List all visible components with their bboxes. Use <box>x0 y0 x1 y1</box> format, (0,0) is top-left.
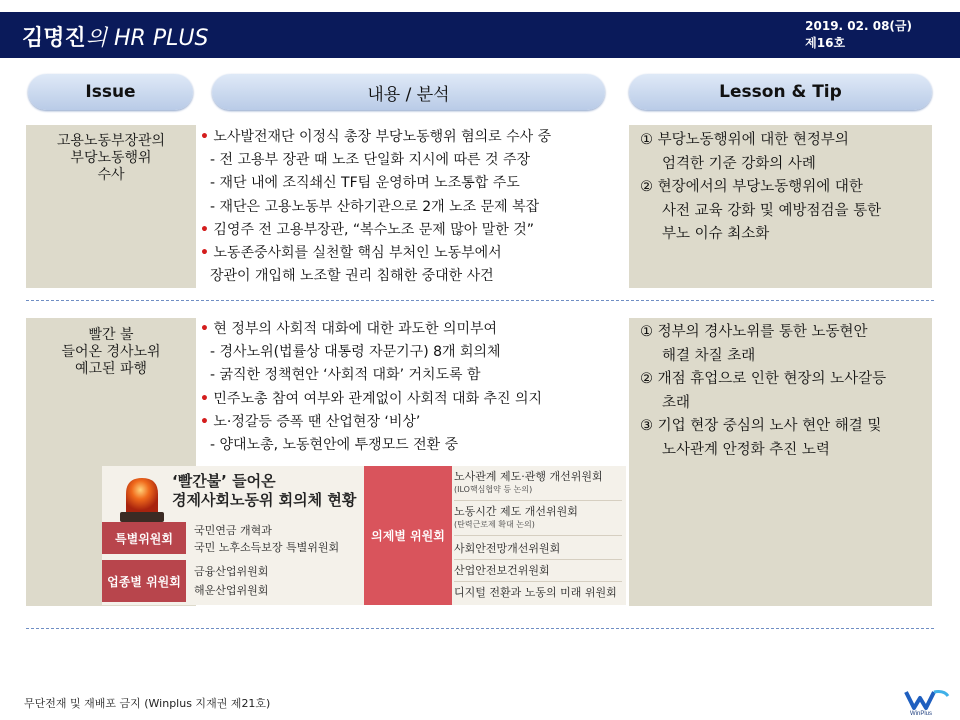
analysis-line: • 노·정갈등 증폭 땐 산업현장 ‘비상’ <box>200 413 421 430</box>
graphic-title <box>172 472 356 510</box>
issue-number: 제16호 <box>805 36 846 50</box>
analysis-line: • 현 정부의 사회적 대화에 대한 과도한 의미부여 <box>200 321 498 337</box>
header-bar <box>0 12 960 58</box>
lesson-list-2 <box>640 321 886 463</box>
issue-text-1 <box>26 133 196 184</box>
agenda-committee-item: 노사관계 제도·관행 개선위원회 (ILO핵심협약 등 논의) <box>454 470 603 494</box>
analysis-line: - 양대노총, 노동현안에 투쟁모드 전환 중 <box>210 437 459 454</box>
bullet-dot: • <box>200 321 209 337</box>
agenda-committee-item: 사회안전망개선위원회 <box>454 542 561 555</box>
issue-date-block <box>805 18 912 52</box>
analysis-line: - 경사노위(법률상 대통령 자문기구) 8개 회의체 <box>210 344 501 361</box>
agenda-committee-item: 노동시간 제도 개선위원회 (탄력근로제 확대 논의) <box>454 505 578 529</box>
issue-line: 고용노동부장관의 <box>56 133 166 149</box>
lesson-line: 사전 교육 강화 및 예방점검을 통한 <box>662 202 882 219</box>
issue-date: 2019. 02. 08(금) <box>805 19 912 33</box>
bullet-dot: • <box>200 221 209 238</box>
item-separator <box>454 559 622 560</box>
lesson-list-1 <box>640 129 881 247</box>
analysis-line: • 김영주 전 고용부장관, “복수노조 문제 많아 말한 것” <box>200 221 534 238</box>
special-committee-label: 특별위원회 <box>102 522 186 554</box>
column-header-analysis: 내용 / 분석 <box>212 74 605 110</box>
agenda-committee-item: 산업안전보건위원회 <box>454 564 550 577</box>
lesson-line: 엄격한 기준 강화의 사례 <box>662 155 816 172</box>
item-separator <box>454 535 622 536</box>
bullet-dot: • <box>200 245 209 262</box>
lesson-line: ② 현장에서의 부당노동행위에 대한 <box>640 179 863 196</box>
bullet-dot: • <box>200 413 209 430</box>
title-suffix: 의 HR PLUS <box>85 26 209 51</box>
agenda-committee-label: 의제별 위원회 <box>364 466 452 605</box>
agenda-committee-item: 디지털 전환과 노동의 미래 위원회 <box>454 586 617 599</box>
column-header-issue: Issue <box>28 74 193 110</box>
committee-status-graphic <box>102 466 626 605</box>
lesson-line: 초래 <box>662 394 691 411</box>
lesson-line: 부노 이슈 최소화 <box>662 226 770 243</box>
issue-line: 부당노동행위 <box>70 150 152 166</box>
winplus-logo-icon <box>904 688 954 716</box>
graphic-title-line: ‘빨간불’ 들어온 <box>172 472 276 490</box>
lesson-line: ① 부당노동행위에 대한 현정부의 <box>640 132 849 148</box>
analysis-list-2 <box>200 318 542 457</box>
lesson-line: 해결 차질 초래 <box>662 347 756 364</box>
logo-text: WinPlus <box>910 711 933 716</box>
issue-line: 들어온 경사노위 <box>61 344 161 360</box>
item-separator <box>454 500 622 501</box>
page-title <box>22 21 208 52</box>
special-committee-item: 국민 노후소득보장 특별위원회 <box>194 541 340 554</box>
row-divider <box>26 300 934 301</box>
analysis-line: - 재단 내에 조직쇄신 TF팀 운영하며 노조통합 주도 <box>210 175 520 192</box>
item-separator <box>454 581 622 582</box>
graphic-title-line: 경제사회노동위 회의체 현황 <box>172 491 357 509</box>
industry-committee-label: 업종별 위원회 <box>102 560 186 602</box>
analysis-line: • 노사발전재단 이정식 총장 부당노동행위 혐의로 수사 중 <box>200 129 552 145</box>
analysis-line: • 노동존중사회를 실천할 핵심 부처인 노동부에서 <box>200 245 502 262</box>
lesson-line: ② 개점 휴업으로 인한 현장의 노사갈등 <box>640 371 887 388</box>
special-committee-item: 국민연금 개혁과 <box>194 524 272 537</box>
issue-line: 빨간 불 <box>88 327 134 343</box>
analysis-line: - 전 고용부 장관 때 노조 단일화 지시에 따른 것 주장 <box>210 152 531 169</box>
column-header-lesson: Lesson & Tip <box>629 74 932 110</box>
analysis-list-1 <box>200 126 551 288</box>
analysis-line: - 재단은 고용노동부 산하기관으로 2개 노조 문제 복잡 <box>210 198 540 215</box>
analysis-line: - 굵직한 정책현안 ‘사회적 대화’ 거치도록 함 <box>210 367 481 384</box>
author-name: 김명진 <box>22 26 86 51</box>
bullet-dot: • <box>200 129 209 145</box>
lesson-line: ③ 기업 현장 중심의 노사 현안 해결 및 <box>640 418 882 435</box>
analysis-line: 장관이 개입해 노조할 권리 침해한 중대한 사건 <box>210 268 494 285</box>
issue-text-2 <box>26 327 196 378</box>
analysis-line: • 민주노총 참여 여부와 관계없이 사회적 대화 추진 의지 <box>200 390 543 407</box>
row-divider <box>26 628 934 629</box>
lesson-line: 노사관계 안정화 추진 노력 <box>662 441 830 458</box>
bullet-dot: • <box>200 390 209 407</box>
copyright-notice: 무단전재 및 재배포 금지 (Winplus 지재권 제21호) <box>24 697 271 710</box>
issue-line: 수사 <box>97 167 125 183</box>
issue-line: 예고된 파행 <box>74 361 148 377</box>
lesson-line: ① 정부의 경사노위를 통한 노동현안 <box>640 324 868 340</box>
industry-committee-item: 해운산업위원회 <box>194 584 269 597</box>
industry-committee-item: 금융산업위원회 <box>194 565 269 578</box>
